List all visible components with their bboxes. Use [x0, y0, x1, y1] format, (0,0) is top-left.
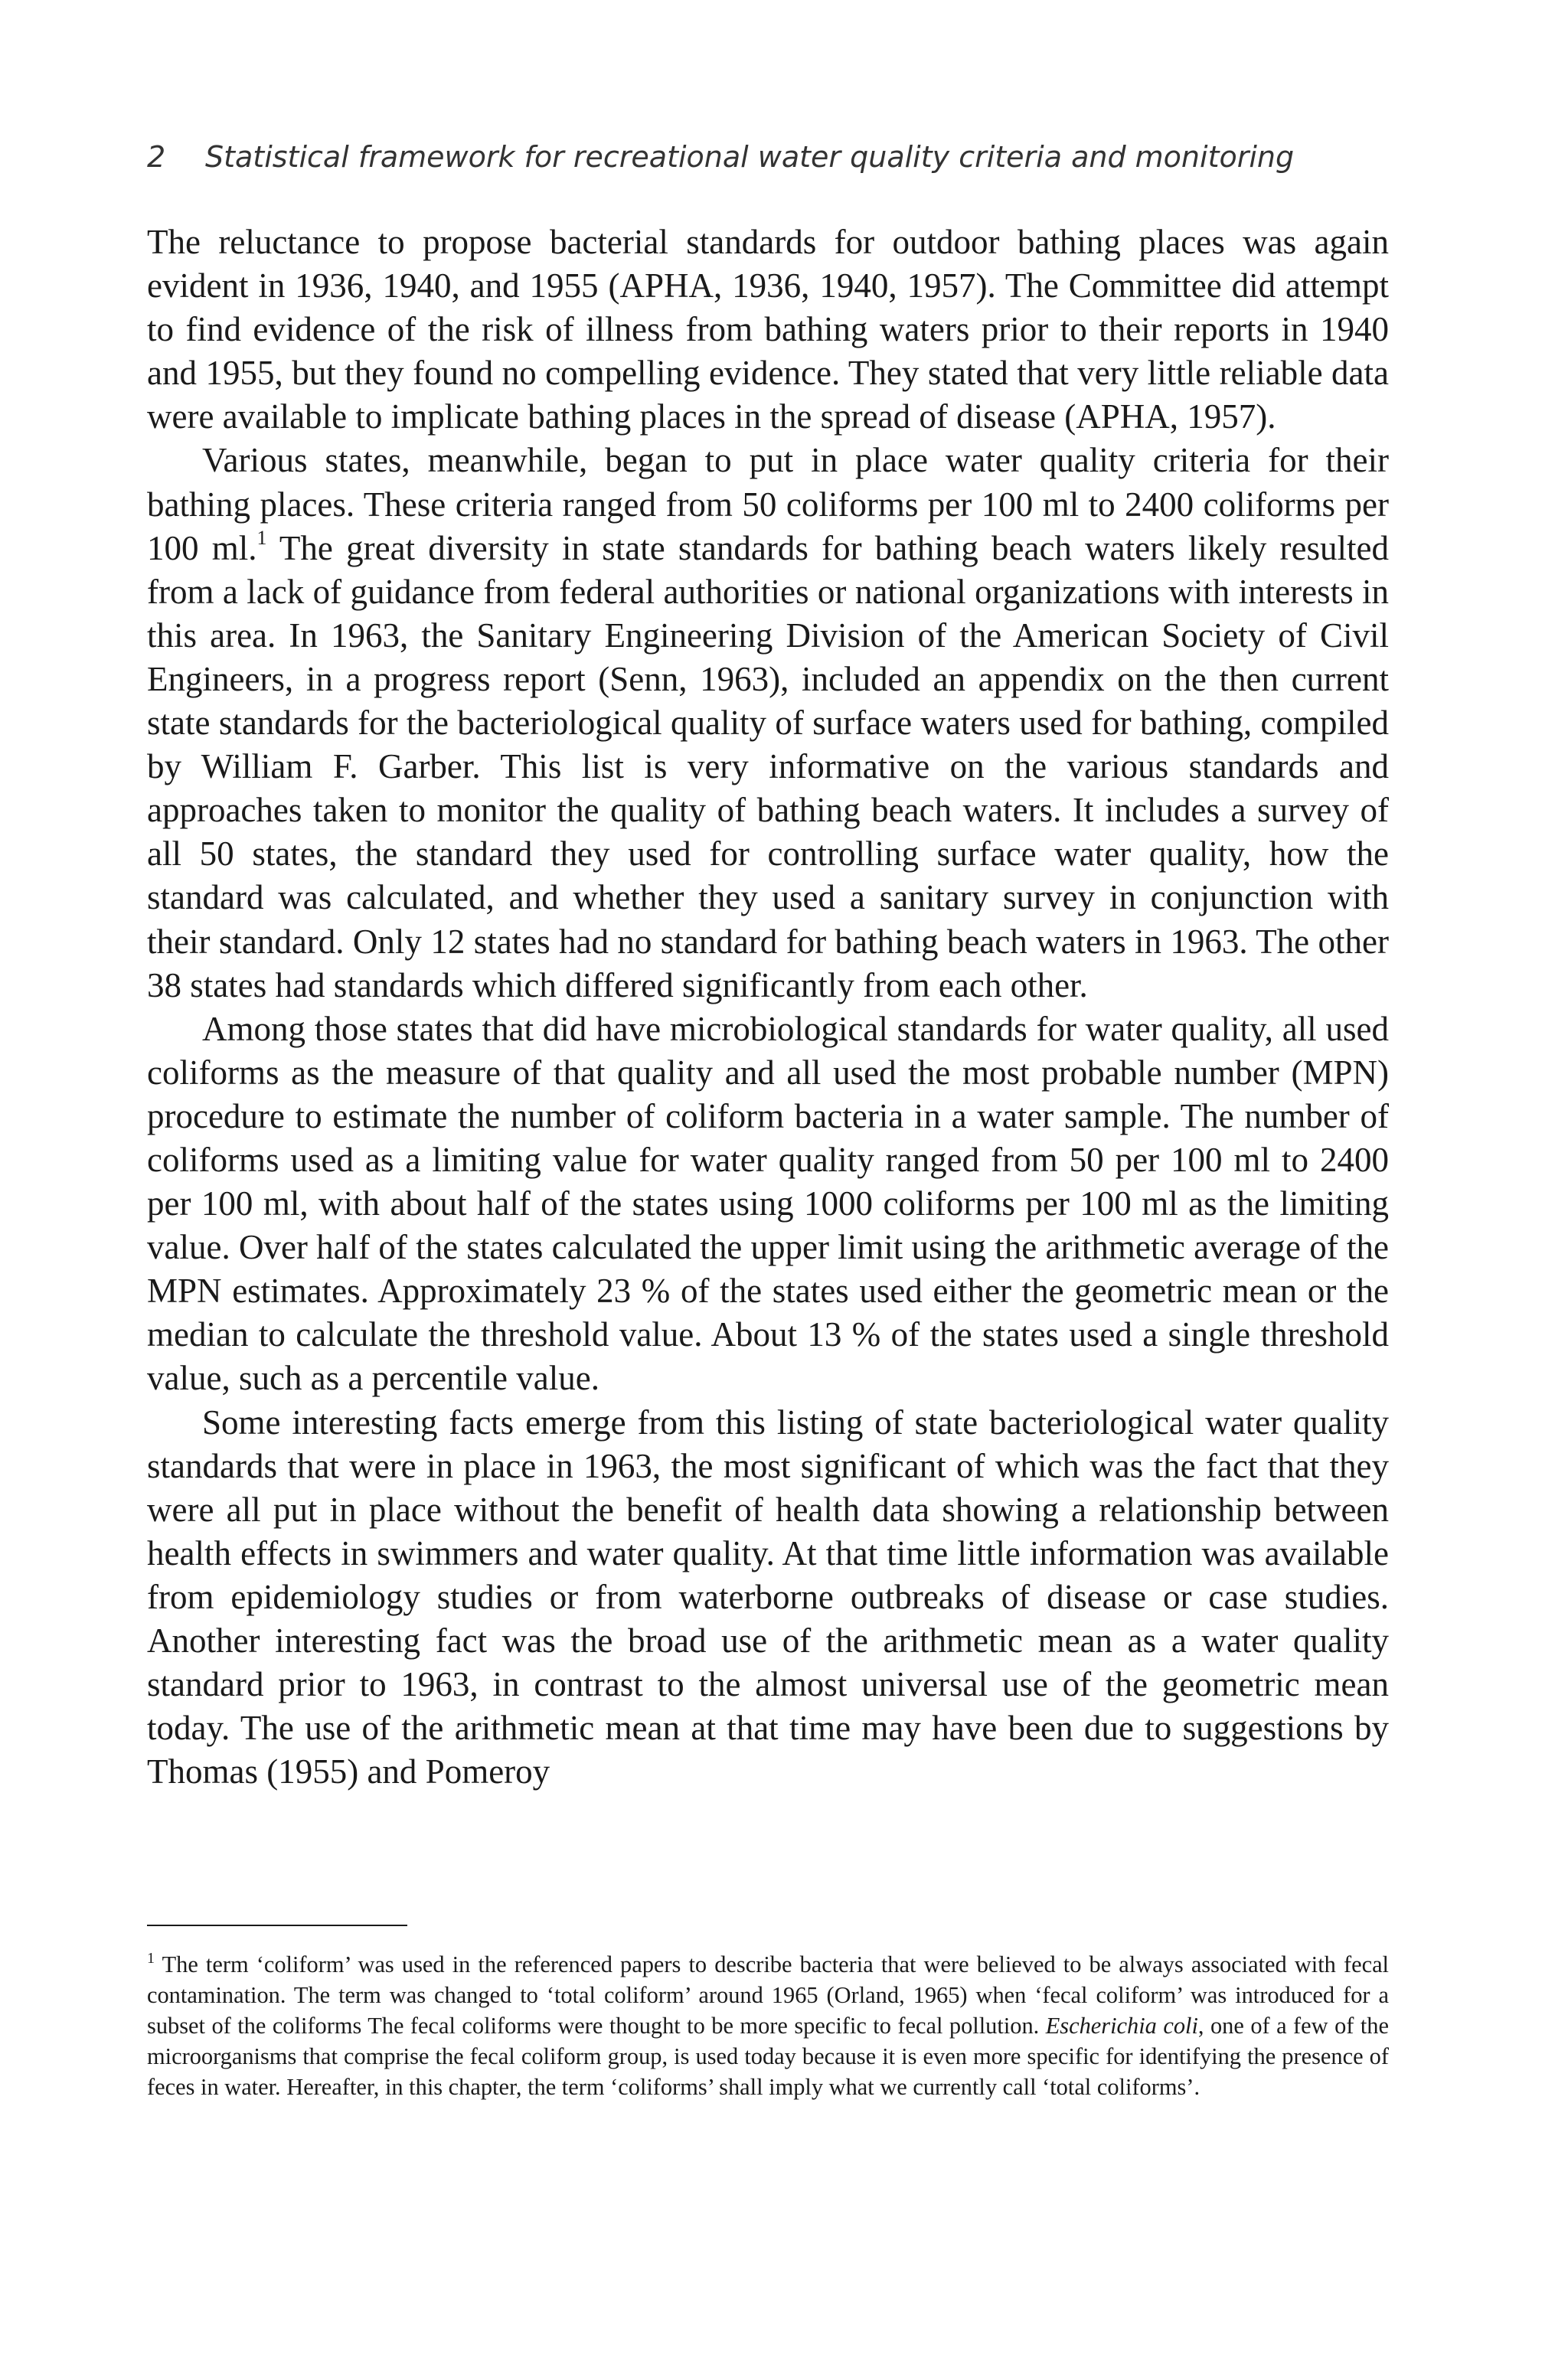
footnote-text-part-2: , one of a few of the microorganisms that comprise the fecal coliform group, is used today because it is even more specific for identifying the presence of feces in water. Hereafter, in this chapter, the term ‘coliforms’ shall imply what we currently call ‘total coliforms’. — [147, 2013, 1389, 2100]
body-text — [147, 220, 1389, 1794]
paragraph-2-before-note: Various states, meanwhile, began to put in place water quality criteria for their bathing places. These criteria ranged from 50 coliforms per 100 ml to 2400 coliforms per 100 ml. — [147, 441, 1389, 567]
footnote-reference[interactable]: 1 — [256, 526, 267, 549]
paragraph-2-after-note: The great diversity in state standards for bathing beach waters likely resulted from a lack of guidance from federal authorities or national organizations with interests in this area. In 1963, the Sanitary Engineering Division of the American Society of Civil Engineers, in a progress report (Senn, 1963), included an appendix on the then current state standards for the bacteriological quality of surface waters used for bathing, compiled by William F. Garber. This list is very informative on the various standards and approaches taken to monitor the quality of bathing beach waters. It includes a survey of all 50 states, the standard they used for controlling surface water quality, how the standard was calculated, and whether they used a sanitary survey in conjunction with their standard. Only 12 states had no standard for bathing beach waters in 1963. The other 38 states had standards which differed significantly from each other. — [147, 528, 1389, 1004]
footnote — [147, 1949, 1389, 2102]
footnote-text — [147, 1949, 1389, 2102]
running-header — [147, 138, 1403, 176]
page-number: 2 — [147, 140, 166, 174]
footnote-divider — [147, 1925, 407, 1926]
footnote-text-part-1: The term ‘coliform’ was used in the referenced papers to describe bacteria that were believed to be always associated with fecal contamination. The term was changed to ‘total coliform’ around 1965 (Orland, 1965) when ‘fecal coliform’ was introduced for a subset of the coliforms The fecal coliforms were thought to be more specific to fecal pollution. — [147, 1951, 1389, 2039]
running-title: Statistical framework for recreational water quality criteria and monitoring — [205, 140, 1295, 174]
paragraph-2 — [147, 439, 1389, 1007]
footnote-italic-term: Escherichia coli — [1045, 2013, 1198, 2039]
paragraph-3: Among those states that did have microbiological standards for water quality, all used coliforms as the measure of that quality and all used the most probable number (MPN) procedure to estimate the number of coliform bacteria in a water sample. The number of coliforms used as a limiting value for water quality ranged from 50 per 100 ml to 2400 per 100 ml, with about half of the states using 1000 coliforms per 100 ml as the limiting value. Over half of the states calculated the upper limit using the arithmetic average of the MPN estimates. Approximately 23 % of the states used either the geometric mean or the median to calculate the threshold value. About 13 % of the states used a single threshold value, such as a percentile value. — [147, 1009, 1389, 1398]
paragraph-1: The reluctance to propose bacterial standards for outdoor bathing places was again evident in 1936, 1940, and 1955 (APHA, 1936, 1940, 1957). The Committee did attempt to find evidence of the risk of illness from bathing waters prior to their reports in 1940 and 1955, but they found no compelling evidence. They stated that very little reliable data were available to implicate bathing places in the spread of disease (APHA, 1957). — [147, 223, 1389, 436]
footnote-mark: 1 — [147, 1950, 155, 1967]
paragraph-4: Some interesting facts emerge from this listing of state bacteriological water quality standards that were in place in 1963, the most significant of which was the fact that they were all put in place without the benefit of health data showing a relationship between health effects in swimmers and water quality. At that time little information was available from epidemiology studies or from waterborne outbreaks of disease or case studies. Another interesting fact was the broad use of the arithmetic mean as a water quality standard prior to 1963, in contrast to the almost universal use of the geometric mean today. The use of the arithmetic mean at that time may have been due to suggestions by Thomas (1955) and Pomeroy — [147, 1403, 1389, 1791]
